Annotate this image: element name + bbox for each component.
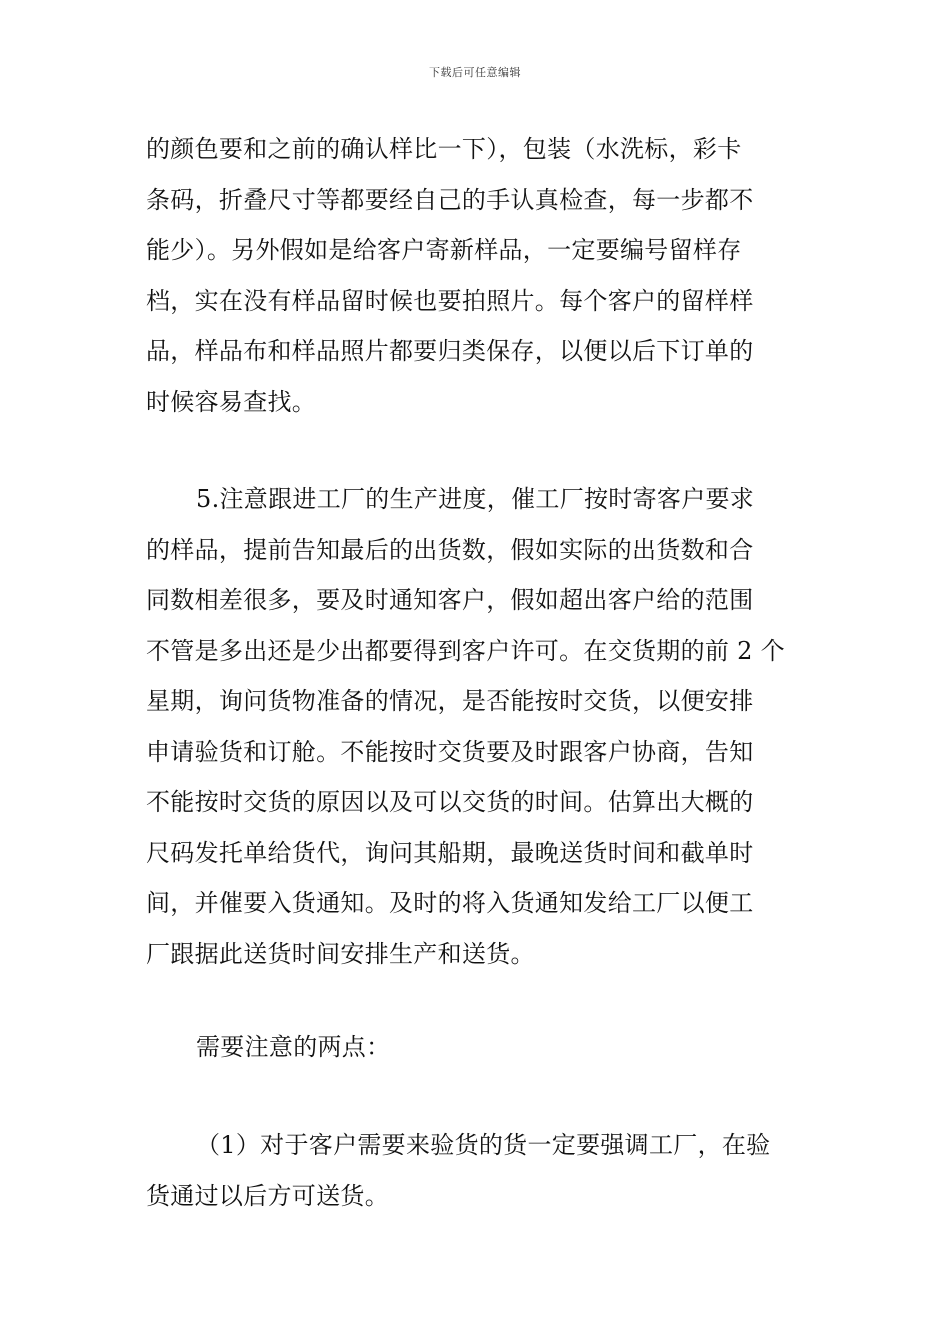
text-line: 申请验货和订舱。不能按时交货要及时跟客户协商，告知 — [146, 737, 754, 766]
text-line: 条码，折叠尺寸等都要经自己的手认真检查，每一步都不 — [146, 185, 754, 214]
paragraph-two-points-heading — [146, 1022, 808, 1073]
text-line: 不能按时交货的原因以及可以交货的时间。估算出大概的 — [146, 788, 754, 816]
page-header: 下载后可任意编辑 — [429, 66, 521, 79]
text-line: 货通过以后方可送货。 — [146, 1181, 389, 1210]
text-line: 的颜色要和之前的确认样比一下），包装（水洗标，彩卡 — [146, 135, 742, 163]
text-line: 同数相差很多，要及时通知客户，假如超出客户给的范围 — [146, 586, 754, 614]
text-line: 间，并催要入货通知。及时的将入货通知发给工厂以便工 — [146, 889, 754, 917]
text-line: 星期，询问货物准备的情况，是否能按时交货，以便安排 — [146, 687, 754, 715]
text-line: 尺码发托单给货代，询问其船期，最晚送货时间和截单时 — [146, 838, 754, 867]
text-line: 的样品，提前告知最后的出货数，假如实际的出货数和合 — [146, 535, 754, 564]
text-line: 能少）。另外假如是给客户寄新样品，一定要编号留样存 — [146, 236, 742, 264]
text-line: 档，实在没有样品留时候也要拍照片。每个客户的留样样 — [146, 286, 754, 315]
text-line: 不管是多出还是少出都要得到客户许可。在交货期的前 2 个 — [146, 636, 785, 665]
paragraph-item-5 — [146, 474, 808, 979]
text-line: 时候容易查找。 — [146, 387, 317, 416]
text-line: 5.注意跟进工厂的生产进度，催工厂按时寄客户要求 — [196, 485, 755, 513]
paragraph-sample-checking — [146, 124, 808, 427]
text-line: 品，样品布和样品照片都要归类保存，以便以后下订单的 — [146, 337, 754, 365]
text-line: （1）对于客户需要来验货的货一定要强调工厂，在验 — [196, 1131, 771, 1159]
paragraph-point-1 — [146, 1120, 808, 1221]
text-line: 需要注意的两点： — [196, 1033, 391, 1061]
text-line: 厂跟据此送货时间安排生产和送货。 — [146, 939, 535, 968]
